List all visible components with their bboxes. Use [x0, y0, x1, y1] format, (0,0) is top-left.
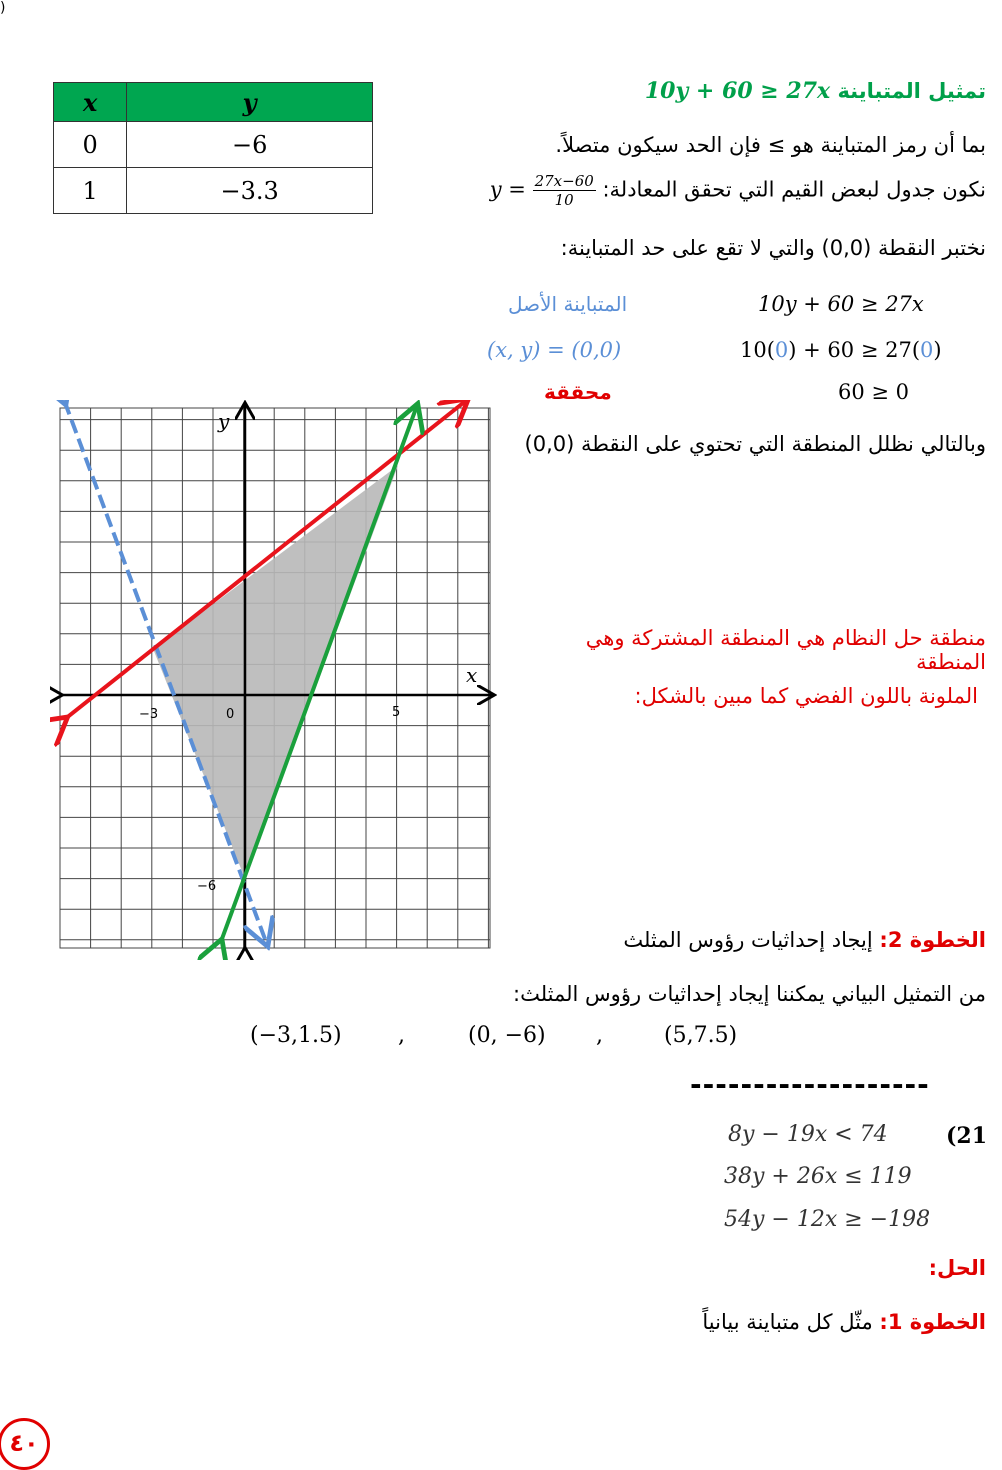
vertex-c: (−3,1.5) [250, 1023, 342, 1048]
equation-lhs: y = [489, 177, 526, 202]
page-number-badge [0, 1418, 50, 1470]
problem-inequality-1: 8y − 19x < 74 [728, 1122, 888, 1147]
paragraph-line: نختبر النقطة (0,0) والتي لا تقع على حد المتباينة: [560, 236, 986, 260]
step1-line [566, 1310, 986, 1334]
test-text: 10( [740, 338, 775, 362]
heading-label: تمثيل المتباينة [837, 79, 986, 103]
equation-line [446, 172, 986, 209]
solution-region-line1: منطقة حل النظام هي المنطقة المشتركة وهي المنطقة [585, 626, 986, 674]
test-row1-right: 10y + 60 ≥ 27x [758, 292, 924, 316]
paragraph-line: بما أن رمز المتباينة هو ≥ فإن الحد سيكون متصلاً. [555, 133, 986, 157]
table-row [54, 122, 373, 168]
test-row2-left: (x, y) = (0,0) [487, 338, 622, 362]
problem-number: (21 [946, 1123, 988, 1149]
paragraph-line: وبالتالي نظلل المنطقة التي تحتوي على النقطة (0,0) [524, 432, 986, 456]
step1-label: الخطوة 1: [879, 1310, 986, 1334]
test-row2-right [740, 338, 942, 362]
vertex-separator: , [596, 1023, 603, 1048]
fraction-denominator: 10 [554, 191, 574, 209]
solution-region [153, 466, 401, 879]
page-number: ٤٠ [9, 1429, 39, 1457]
test-row3-right: 60 ≥ 0 [838, 380, 910, 404]
equation-fraction [533, 172, 596, 209]
table-cell: −6 [127, 122, 373, 168]
solution-region-line2: الملونة باللون الفضي كما مبين بالشكل: [634, 684, 978, 708]
tick-label: 0 [226, 707, 235, 722]
tick-label: −6 [197, 879, 217, 894]
section-heading [586, 78, 986, 104]
step1-text: مثّل كل متباينة بيانياً [702, 1310, 873, 1334]
test-row1-left: المتباينة الأصل [508, 292, 628, 316]
table-row [54, 168, 373, 214]
step2-text: إيجاد إحداثيات رؤوس المثلث [623, 928, 873, 952]
vertex-a: (5,7.5) [664, 1023, 738, 1048]
corner-mark: ) [0, 0, 6, 16]
tick-label: −3 [139, 707, 159, 722]
x-axis-label: x [466, 663, 478, 687]
equation-text: نكون جدول لبعض القيم التي تحقق المعادلة: [602, 177, 986, 202]
table-cell: −3.3 [127, 168, 373, 214]
vertex-separator: , [398, 1023, 405, 1048]
table-cell: 1 [54, 168, 127, 214]
tick-label: 5 [392, 705, 401, 720]
test-row3-left: محققة [544, 380, 612, 404]
step2-line [566, 928, 986, 952]
equation-formula [490, 172, 596, 209]
problem-inequality-2: 38y + 26x ≤ 119 [724, 1164, 912, 1189]
test-text: ) + 60 ≥ 27( [788, 338, 921, 362]
test-zero: 0 [920, 338, 934, 362]
y-axis-label: y [218, 409, 230, 433]
values-table [53, 82, 373, 214]
test-text: ) [933, 338, 942, 362]
solution-label: الحل: [928, 1256, 986, 1280]
separator-dashes: ------------------- [690, 1068, 930, 1101]
coordinate-graph [50, 400, 500, 960]
vertex-b: (0, −6) [468, 1023, 546, 1048]
heading-inequality: 10y + 60 ≥ 27x [644, 78, 831, 104]
test-zero: 0 [774, 338, 789, 362]
table-header-y: y [127, 83, 373, 122]
fraction-numerator: 27x−60 [534, 172, 594, 190]
step2-label: الخطوة 2: [879, 928, 986, 952]
problem-inequality-3: 54y − 12x ≥ −198 [724, 1207, 931, 1232]
paragraph-line: من التمثيل البياني يمكننا إيجاد إحداثيات رؤوس المثلث: [513, 982, 986, 1006]
table-cell: 0 [54, 122, 127, 168]
table-header-x: x [54, 83, 127, 122]
